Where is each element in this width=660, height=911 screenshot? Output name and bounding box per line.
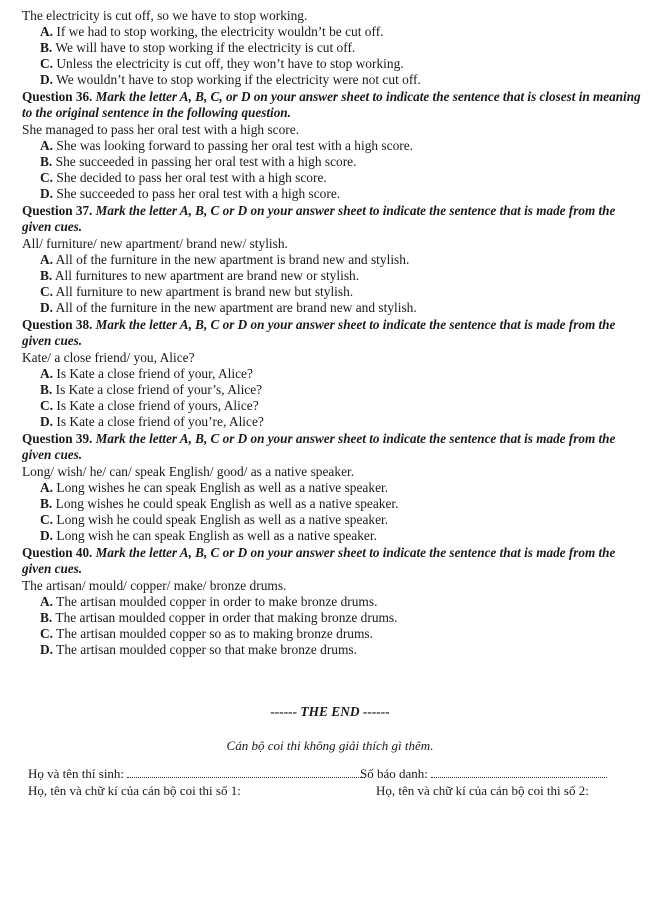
option-text: Long wish he can speak English as well as a native speaker. — [56, 528, 377, 543]
candidate-name-blank — [127, 767, 365, 778]
question-number: Question 37. — [22, 203, 93, 218]
option-text: She succeeded in passing her oral test with a high score. — [55, 154, 357, 169]
proctor1-label: Họ, tên và chữ kí của cán bộ coi thi số 1: — [28, 783, 241, 798]
option-text: We wouldn’t have to stop working if the electricity were not cut off. — [56, 72, 421, 87]
option-letter: A. — [40, 252, 54, 267]
option-letter: C. — [40, 512, 54, 527]
q39-option-a — [40, 480, 388, 496]
q40-option-b — [40, 610, 398, 626]
option-text: She decided to pass her oral test with a high score. — [56, 170, 327, 185]
option-letter: B. — [40, 268, 53, 283]
q36-stem: She managed to pass her oral test with a high score. — [22, 122, 300, 137]
option-text: The artisan moulded copper so as to making bronze drums. — [56, 626, 373, 641]
option-letter: A. — [40, 594, 54, 609]
option-text: We will have to stop working if the electricity is cut off. — [55, 40, 356, 55]
question-instruction: Mark the letter A, B, C or D on your answer sheet to indicate the sentence that is made from the given cues. — [22, 203, 616, 234]
option-letter: A. — [40, 138, 54, 153]
question-instruction: Mark the letter A, B, C, or D on your answer sheet to indicate the sentence that is closest in meaning to the original sentence in the following question. — [22, 89, 641, 120]
option-text: If we had to stop working, the electricity wouldn’t be cut off. — [56, 24, 384, 39]
option-text: She succeeded to pass her oral test with a high score. — [56, 186, 341, 201]
option-text: Unless the electricity is cut off, they won’t have to stop working. — [56, 56, 404, 71]
q38-option-c — [40, 398, 259, 414]
question-number: Question 36. — [22, 89, 93, 104]
candidate-number-blank — [431, 767, 607, 778]
candidate-name-label: Họ và tên thí sinh: — [28, 766, 125, 781]
option-letter: D. — [40, 72, 54, 87]
q38-option-d — [40, 414, 264, 430]
question-instruction: Mark the letter A, B, C or D on your answer sheet to indicate the sentence that is made from the given cues. — [22, 545, 616, 576]
q40-option-a — [40, 594, 377, 610]
q40-option-d — [40, 642, 357, 658]
option-text: Is Kate a close friend of yours, Alice? — [56, 398, 259, 413]
q37-option-a — [40, 252, 409, 268]
option-text: Long wishes he can speak English as well as a native speaker. — [56, 480, 389, 495]
option-text: She was looking forward to passing her oral test with a high score. — [56, 138, 414, 153]
option-letter: B. — [40, 382, 53, 397]
q35-stem: The electricity is cut off, so we have to stop working. — [22, 8, 308, 23]
q40-option-c — [40, 626, 373, 642]
candidate-name-row — [28, 766, 365, 782]
q39-title — [22, 431, 644, 463]
q37-option-b — [40, 268, 359, 284]
candidate-number-row — [360, 766, 607, 782]
q39-option-b — [40, 496, 399, 512]
option-letter: D. — [40, 642, 54, 657]
q37-title — [22, 203, 644, 235]
option-letter: D. — [40, 414, 54, 429]
option-text: Is Kate a close friend of you’re, Alice? — [56, 414, 264, 429]
option-letter: C. — [40, 284, 54, 299]
question-number: Question 38. — [22, 317, 93, 332]
option-text: Is Kate a close friend of your, Alice? — [56, 366, 253, 381]
q39-stem: Long/ wish/ he/ can/ speak English/ good/ as a native speaker. — [22, 464, 355, 479]
q37-stem: All/ furniture/ new apartment/ brand new/ stylish. — [22, 236, 288, 251]
option-letter: C. — [40, 170, 54, 185]
q39-option-d — [40, 528, 377, 544]
option-text: All of the furniture in the new apartment are brand new and stylish. — [55, 300, 417, 315]
q36-option-b — [40, 154, 356, 170]
option-text: Long wish he could speak English as well as a native speaker. — [56, 512, 389, 527]
q38-option-a — [40, 366, 253, 382]
option-letter: B. — [40, 40, 53, 55]
option-letter: D. — [40, 528, 54, 543]
option-letter: C. — [40, 56, 54, 71]
option-text: All furniture to new apartment is brand new but stylish. — [55, 284, 354, 299]
q37-option-d — [40, 300, 417, 316]
option-text: All of the furniture in the new apartment is brand new and stylish. — [55, 252, 410, 267]
q36-option-d — [40, 186, 340, 202]
option-letter: A. — [40, 366, 54, 381]
q37-option-c — [40, 284, 353, 300]
q38-option-b — [40, 382, 262, 398]
question-number: Question 40. — [22, 545, 93, 560]
option-letter: B. — [40, 610, 53, 625]
option-text: The artisan moulded copper in order that making bronze drums. — [55, 610, 398, 625]
question-instruction: Mark the letter A, B, C or D on your answer sheet to indicate the sentence that is made from the given cues. — [22, 317, 616, 348]
q36-option-a — [40, 138, 413, 154]
q38-stem: Kate/ a close friend/ you, Alice? — [22, 350, 195, 365]
q40-stem: The artisan/ mould/ copper/ make/ bronze drums. — [22, 578, 287, 593]
q35-option-a — [40, 24, 384, 40]
q36-title — [22, 89, 644, 121]
q38-title — [22, 317, 644, 349]
q39-option-c — [40, 512, 388, 528]
option-letter: C. — [40, 626, 54, 641]
q35-option-c — [40, 56, 404, 72]
option-text: Is Kate a close friend of your’s, Alice? — [55, 382, 263, 397]
option-letter: B. — [40, 496, 53, 511]
proctor2-label: Họ, tên và chữ kí của cán bộ coi thi số 2: — [376, 783, 589, 798]
q40-title — [22, 545, 644, 577]
q36-option-c — [40, 170, 327, 186]
option-letter: D. — [40, 300, 54, 315]
the-end-heading: ------ THE END ------ — [270, 704, 390, 719]
q35-option-b — [40, 40, 355, 56]
option-letter: A. — [40, 24, 54, 39]
question-number: Question 39. — [22, 431, 93, 446]
candidate-number-label: Số báo danh: — [360, 766, 428, 781]
q35-option-d — [40, 72, 421, 88]
option-letter: B. — [40, 154, 53, 169]
proctor-note: Cán bộ coi thi không giải thích gì thêm. — [226, 738, 434, 753]
option-letter: D. — [40, 186, 54, 201]
option-text: The artisan moulded copper so that make bronze drums. — [56, 642, 357, 657]
option-text: The artisan moulded copper in order to make bronze drums. — [56, 594, 378, 609]
option-text: All furnitures to new apartment are brand new or stylish. — [54, 268, 360, 283]
option-letter: A. — [40, 480, 54, 495]
question-instruction: Mark the letter A, B, C or D on your answer sheet to indicate the sentence that is made from the given cues. — [22, 431, 616, 462]
option-letter: C. — [40, 398, 54, 413]
option-text: Long wishes he could speak English as well as a native speaker. — [55, 496, 399, 511]
